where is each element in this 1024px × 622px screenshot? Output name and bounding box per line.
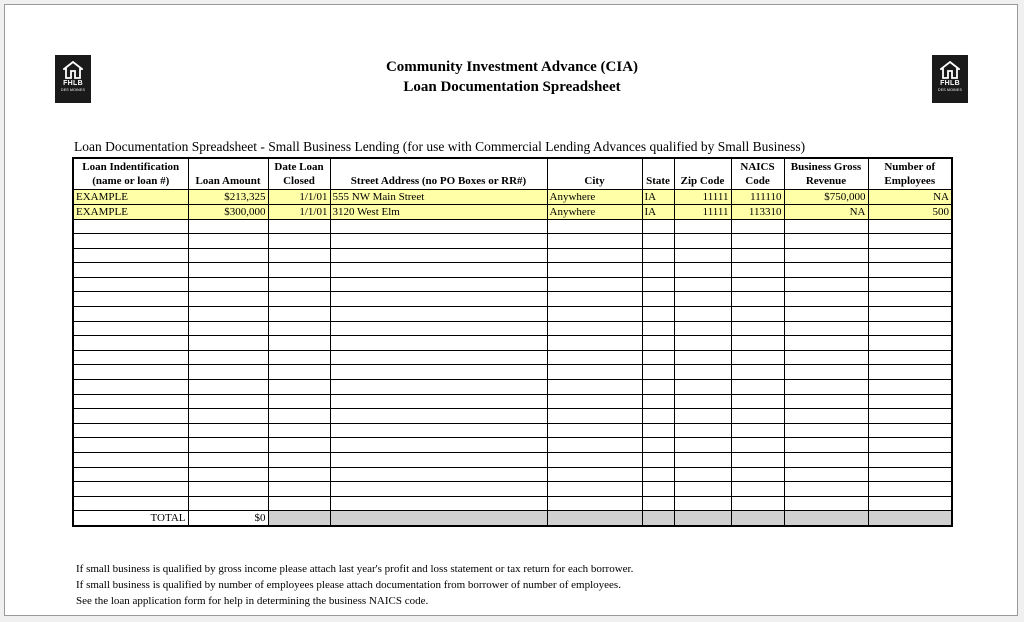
empty-table-cell[interactable] <box>73 248 188 263</box>
empty-table-cell[interactable] <box>642 292 674 307</box>
total-value: $0 <box>188 511 268 527</box>
empty-table-cell[interactable] <box>330 350 547 365</box>
empty-table-cell[interactable] <box>674 248 731 263</box>
empty-table-cell[interactable] <box>642 307 674 322</box>
empty-table-cell[interactable] <box>784 350 868 365</box>
empty-table-cell[interactable] <box>784 453 868 468</box>
empty-table-cell[interactable] <box>868 394 952 409</box>
empty-table-row <box>73 350 952 365</box>
logo-text: FHLB <box>63 80 83 87</box>
empty-table-cell[interactable] <box>731 482 784 497</box>
empty-table-cell[interactable] <box>868 263 952 278</box>
empty-table-cell[interactable] <box>268 277 330 292</box>
empty-table-cell[interactable] <box>642 438 674 453</box>
empty-table-cell[interactable] <box>547 277 642 292</box>
empty-table-cell[interactable] <box>642 336 674 351</box>
empty-table-row <box>73 277 952 292</box>
empty-table-cell[interactable] <box>73 321 188 336</box>
empty-table-cell[interactable] <box>642 409 674 424</box>
empty-table-cell[interactable] <box>268 336 330 351</box>
empty-table-row <box>73 380 952 395</box>
empty-table-row <box>73 423 952 438</box>
empty-table-cell[interactable] <box>784 467 868 482</box>
empty-table-row <box>73 321 952 336</box>
empty-table-cell[interactable] <box>547 482 642 497</box>
empty-table-cell[interactable] <box>784 292 868 307</box>
empty-table-cell[interactable] <box>268 263 330 278</box>
table-cell[interactable]: $213,325 <box>188 189 268 204</box>
empty-table-cell[interactable] <box>330 423 547 438</box>
sheet-description: Loan Documentation Spreadsheet - Small Business Lending (for use with Commercial Lending Advances qualified by Small Business) <box>74 139 806 154</box>
empty-table-cell[interactable] <box>547 453 642 468</box>
empty-table-cell[interactable] <box>674 234 731 249</box>
col-header: Loan Indentification (name or loan #) <box>73 158 188 189</box>
empty-table-cell[interactable] <box>868 248 952 263</box>
table-cell <box>547 511 642 527</box>
empty-table-cell[interactable] <box>268 248 330 263</box>
table-cell[interactable]: IA <box>642 189 674 204</box>
empty-table-row <box>73 453 952 468</box>
empty-table-cell[interactable] <box>73 423 188 438</box>
col-header: Loan Amount <box>188 158 268 189</box>
empty-table-cell[interactable] <box>547 321 642 336</box>
table-cell[interactable]: Anywhere <box>547 189 642 204</box>
empty-table-cell[interactable] <box>731 263 784 278</box>
empty-table-cell[interactable] <box>642 423 674 438</box>
empty-table-cell[interactable] <box>642 380 674 395</box>
empty-table-cell[interactable] <box>268 438 330 453</box>
empty-table-cell[interactable] <box>547 336 642 351</box>
col-header: NAICS Code <box>731 158 784 189</box>
empty-table-cell[interactable] <box>268 321 330 336</box>
empty-table-cell[interactable] <box>642 496 674 511</box>
empty-table-cell[interactable] <box>731 248 784 263</box>
table-cell[interactable]: 1/1/01 <box>268 189 330 204</box>
empty-table-cell[interactable] <box>547 350 642 365</box>
empty-table-cell[interactable] <box>674 482 731 497</box>
empty-table-cell[interactable] <box>330 336 547 351</box>
empty-table-cell[interactable] <box>674 277 731 292</box>
empty-table-cell[interactable] <box>268 292 330 307</box>
empty-table-cell[interactable] <box>268 350 330 365</box>
empty-table-cell[interactable] <box>547 263 642 278</box>
empty-table-cell[interactable] <box>73 263 188 278</box>
empty-table-cell[interactable] <box>188 263 268 278</box>
empty-table-cell[interactable] <box>330 307 547 322</box>
empty-table-row <box>73 219 952 234</box>
empty-table-cell[interactable] <box>731 365 784 380</box>
empty-table-cell[interactable] <box>188 423 268 438</box>
empty-table-cell[interactable] <box>188 336 268 351</box>
empty-table-cell[interactable] <box>868 365 952 380</box>
empty-table-cell[interactable] <box>731 423 784 438</box>
empty-table-cell[interactable] <box>188 365 268 380</box>
table-cell[interactable]: NA <box>868 189 952 204</box>
empty-table-cell[interactable] <box>330 219 547 234</box>
empty-table-cell[interactable] <box>268 307 330 322</box>
empty-table-cell[interactable] <box>73 307 188 322</box>
empty-table-cell[interactable] <box>73 380 188 395</box>
table-cell[interactable]: 111110 <box>731 189 784 204</box>
logo-subtext: DES MOINES <box>938 88 962 92</box>
table-cell[interactable]: EXAMPLE <box>73 189 188 204</box>
empty-table-cell[interactable] <box>73 394 188 409</box>
empty-table-cell[interactable] <box>642 453 674 468</box>
empty-table-cell[interactable] <box>547 219 642 234</box>
empty-table-cell[interactable] <box>73 467 188 482</box>
empty-table-row <box>73 307 952 322</box>
empty-table-cell[interactable] <box>642 248 674 263</box>
empty-table-cell[interactable] <box>188 350 268 365</box>
empty-table-cell[interactable] <box>268 467 330 482</box>
page-subtitle: Loan Documentation Spreadsheet <box>403 79 621 95</box>
table-cell[interactable]: $300,000 <box>188 204 268 219</box>
empty-table-cell[interactable] <box>642 394 674 409</box>
empty-table-cell[interactable] <box>868 234 952 249</box>
empty-table-cell[interactable] <box>731 234 784 249</box>
empty-table-cell[interactable] <box>784 438 868 453</box>
document-page <box>4 4 1018 616</box>
empty-table-cell[interactable] <box>868 482 952 497</box>
empty-table-cell[interactable] <box>73 234 188 249</box>
table-cell[interactable]: 1/1/01 <box>268 204 330 219</box>
empty-table-row <box>73 365 952 380</box>
empty-table-cell[interactable] <box>731 496 784 511</box>
empty-table-cell[interactable] <box>547 307 642 322</box>
table-cell <box>330 511 547 527</box>
empty-table-cell[interactable] <box>784 380 868 395</box>
col-header: Street Address (no PO Boxes or RR#) <box>330 158 547 189</box>
empty-table-cell[interactable] <box>784 219 868 234</box>
empty-table-cell[interactable] <box>330 453 547 468</box>
table-cell[interactable]: Anywhere <box>547 204 642 219</box>
empty-table-cell[interactable] <box>731 380 784 395</box>
col-header: Number of Employees <box>868 158 952 189</box>
empty-table-cell[interactable] <box>674 380 731 395</box>
empty-table-cell[interactable] <box>642 482 674 497</box>
empty-table-row <box>73 467 952 482</box>
empty-table-cell[interactable] <box>268 482 330 497</box>
empty-table-row <box>73 248 952 263</box>
table-cell <box>674 511 731 527</box>
empty-table-cell[interactable] <box>268 409 330 424</box>
col-header: State <box>642 158 674 189</box>
empty-table-cell[interactable] <box>674 438 731 453</box>
empty-table-cell[interactable] <box>868 321 952 336</box>
empty-table-cell[interactable] <box>731 307 784 322</box>
empty-table-cell[interactable] <box>731 321 784 336</box>
empty-table-cell[interactable] <box>868 277 952 292</box>
empty-table-cell[interactable] <box>330 277 547 292</box>
empty-table-cell[interactable] <box>188 321 268 336</box>
empty-table-cell[interactable] <box>547 496 642 511</box>
empty-table-cell[interactable] <box>784 336 868 351</box>
empty-table-cell[interactable] <box>268 219 330 234</box>
empty-table-cell[interactable] <box>188 496 268 511</box>
empty-table-cell[interactable] <box>330 292 547 307</box>
empty-table-cell[interactable] <box>268 453 330 468</box>
empty-table-cell[interactable] <box>330 380 547 395</box>
table-row <box>73 204 952 219</box>
table-header-row <box>73 158 952 189</box>
empty-table-cell[interactable] <box>731 277 784 292</box>
empty-table-cell[interactable] <box>330 394 547 409</box>
empty-table-row <box>73 234 952 249</box>
empty-table-cell[interactable] <box>731 467 784 482</box>
empty-table-cell[interactable] <box>674 321 731 336</box>
empty-table-cell[interactable] <box>868 423 952 438</box>
empty-table-cell[interactable] <box>188 453 268 468</box>
empty-table-cell[interactable] <box>674 496 731 511</box>
empty-table-cell[interactable] <box>784 277 868 292</box>
note-line: See the loan application form for help in determining the business NAICS code. <box>76 595 429 607</box>
empty-table-cell[interactable] <box>188 409 268 424</box>
empty-table-row <box>73 263 952 278</box>
table-cell <box>868 511 952 527</box>
empty-table-cell[interactable] <box>268 394 330 409</box>
empty-table-cell[interactable] <box>268 234 330 249</box>
empty-table-cell[interactable] <box>330 263 547 278</box>
table-cell <box>731 511 784 527</box>
empty-table-cell[interactable] <box>188 234 268 249</box>
col-header: City <box>547 158 642 189</box>
empty-table-row <box>73 496 952 511</box>
empty-table-cell[interactable] <box>868 219 952 234</box>
instructions <box>76 561 633 609</box>
empty-table-cell[interactable] <box>784 365 868 380</box>
empty-table-cell[interactable] <box>784 423 868 438</box>
empty-table-cell[interactable] <box>868 307 952 322</box>
empty-table-cell[interactable] <box>268 423 330 438</box>
logo-subtext: DES MOINES <box>61 88 85 92</box>
empty-table-cell[interactable] <box>731 394 784 409</box>
table-cell[interactable]: 113310 <box>731 204 784 219</box>
empty-table-cell[interactable] <box>330 409 547 424</box>
empty-table-cell[interactable] <box>188 394 268 409</box>
empty-table-cell[interactable] <box>868 409 952 424</box>
empty-table-cell[interactable] <box>188 292 268 307</box>
empty-table-cell[interactable] <box>784 482 868 497</box>
empty-table-cell[interactable] <box>188 467 268 482</box>
empty-table-cell[interactable] <box>674 307 731 322</box>
empty-table-cell[interactable] <box>784 409 868 424</box>
empty-table-cell[interactable] <box>547 423 642 438</box>
table-cell[interactable]: 555 NW Main Street <box>330 189 547 204</box>
empty-table-cell[interactable] <box>868 453 952 468</box>
empty-table-cell[interactable] <box>73 409 188 424</box>
empty-table-cell[interactable] <box>268 365 330 380</box>
empty-table-cell[interactable] <box>330 438 547 453</box>
empty-table-cell[interactable] <box>330 365 547 380</box>
table-cell[interactable]: 3120 West Elm <box>330 204 547 219</box>
empty-table-cell[interactable] <box>674 350 731 365</box>
empty-table-cell[interactable] <box>547 380 642 395</box>
empty-table-cell[interactable] <box>731 336 784 351</box>
empty-table-cell[interactable] <box>784 307 868 322</box>
empty-table-cell[interactable] <box>330 467 547 482</box>
empty-table-cell[interactable] <box>868 496 952 511</box>
empty-table-cell[interactable] <box>188 380 268 395</box>
note-line: If small business is qualified by number of employees please attach documentation from borrower of number of employees. <box>76 579 621 591</box>
empty-table-cell[interactable] <box>330 482 547 497</box>
empty-table-row <box>73 336 952 351</box>
empty-table-cell[interactable] <box>868 467 952 482</box>
col-header: Business Gross Revenue <box>784 158 868 189</box>
empty-table-cell[interactable] <box>547 438 642 453</box>
empty-table-cell[interactable] <box>642 277 674 292</box>
empty-table-cell[interactable] <box>642 365 674 380</box>
empty-table-cell[interactable] <box>73 219 188 234</box>
empty-table-cell[interactable] <box>784 394 868 409</box>
empty-table-cell[interactable] <box>868 380 952 395</box>
empty-table-cell[interactable] <box>73 336 188 351</box>
empty-table-cell[interactable] <box>642 350 674 365</box>
empty-table-cell[interactable] <box>268 380 330 395</box>
empty-table-cell[interactable] <box>642 263 674 278</box>
note-line: If small business is qualified by gross income please attach last year's profit and loss statement or tax return for each borrower. <box>76 563 634 575</box>
table-cell[interactable]: 11111 <box>674 189 731 204</box>
empty-table-cell[interactable] <box>188 277 268 292</box>
empty-table-cell[interactable] <box>73 292 188 307</box>
col-header: Zip Code <box>674 158 731 189</box>
empty-table-cell[interactable] <box>731 292 784 307</box>
empty-table-cell[interactable] <box>868 438 952 453</box>
loan-table <box>72 157 953 527</box>
empty-table-cell[interactable] <box>330 496 547 511</box>
empty-table-cell[interactable] <box>547 292 642 307</box>
table-cell[interactable]: 500 <box>868 204 952 219</box>
empty-table-cell[interactable] <box>674 467 731 482</box>
empty-table-cell[interactable] <box>73 496 188 511</box>
empty-table-cell[interactable] <box>188 307 268 322</box>
empty-table-cell[interactable] <box>674 394 731 409</box>
empty-table-row <box>73 394 952 409</box>
empty-table-cell[interactable] <box>330 234 547 249</box>
empty-table-cell[interactable] <box>188 248 268 263</box>
empty-table-cell[interactable] <box>73 277 188 292</box>
empty-table-row <box>73 409 952 424</box>
table-cell[interactable]: EXAMPLE <box>73 204 188 219</box>
empty-table-cell[interactable] <box>784 234 868 249</box>
total-label: TOTAL <box>73 511 188 527</box>
empty-table-cell[interactable] <box>547 248 642 263</box>
table-cell[interactable]: IA <box>642 204 674 219</box>
table-cell <box>268 511 330 527</box>
logo-text: FHLB <box>940 80 960 87</box>
empty-table-row <box>73 482 952 497</box>
empty-table-cell[interactable] <box>73 482 188 497</box>
empty-table-cell[interactable] <box>188 482 268 497</box>
empty-table-cell[interactable] <box>674 336 731 351</box>
empty-table-cell[interactable] <box>674 453 731 468</box>
empty-table-cell[interactable] <box>547 467 642 482</box>
empty-table-cell[interactable] <box>868 350 952 365</box>
empty-table-cell[interactable] <box>642 321 674 336</box>
empty-table-cell[interactable] <box>73 453 188 468</box>
empty-table-cell[interactable] <box>731 409 784 424</box>
empty-table-cell[interactable] <box>547 234 642 249</box>
empty-table-cell[interactable] <box>731 438 784 453</box>
empty-table-cell[interactable] <box>73 365 188 380</box>
empty-table-cell[interactable] <box>73 438 188 453</box>
empty-table-cell[interactable] <box>731 219 784 234</box>
empty-table-cell[interactable] <box>868 292 952 307</box>
empty-table-cell[interactable] <box>642 219 674 234</box>
empty-table-cell[interactable] <box>784 263 868 278</box>
table-cell <box>642 511 674 527</box>
empty-table-cell[interactable] <box>784 248 868 263</box>
empty-table-cell[interactable] <box>674 365 731 380</box>
table-cell[interactable]: NA <box>784 204 868 219</box>
empty-table-cell[interactable] <box>731 350 784 365</box>
table-cell <box>784 511 868 527</box>
empty-table-cell[interactable] <box>731 453 784 468</box>
empty-table-cell[interactable] <box>674 423 731 438</box>
empty-table-cell[interactable] <box>330 321 547 336</box>
empty-table-cell[interactable] <box>547 365 642 380</box>
empty-table-cell[interactable] <box>674 292 731 307</box>
page-title: Community Investment Advance (CIA) <box>385 59 639 75</box>
empty-table-cell[interactable] <box>784 321 868 336</box>
empty-table-cell[interactable] <box>188 219 268 234</box>
empty-table-cell[interactable] <box>547 394 642 409</box>
empty-table-cell[interactable] <box>674 263 731 278</box>
table-cell[interactable]: $750,000 <box>784 189 868 204</box>
empty-table-cell[interactable] <box>642 234 674 249</box>
empty-table-cell[interactable] <box>547 409 642 424</box>
empty-table-row <box>73 438 952 453</box>
col-header: Date Loan Closed <box>268 158 330 189</box>
empty-table-cell[interactable] <box>268 496 330 511</box>
table-cell[interactable]: 11111 <box>674 204 731 219</box>
empty-table-cell[interactable] <box>73 350 188 365</box>
table-row <box>73 189 952 204</box>
empty-table-cell[interactable] <box>674 219 731 234</box>
total-row <box>73 511 952 527</box>
empty-table-cell[interactable] <box>784 496 868 511</box>
empty-table-cell[interactable] <box>674 409 731 424</box>
empty-table-cell[interactable] <box>868 336 952 351</box>
empty-table-cell[interactable] <box>642 467 674 482</box>
empty-table-row <box>73 292 952 307</box>
empty-table-cell[interactable] <box>188 438 268 453</box>
empty-table-cell[interactable] <box>330 248 547 263</box>
